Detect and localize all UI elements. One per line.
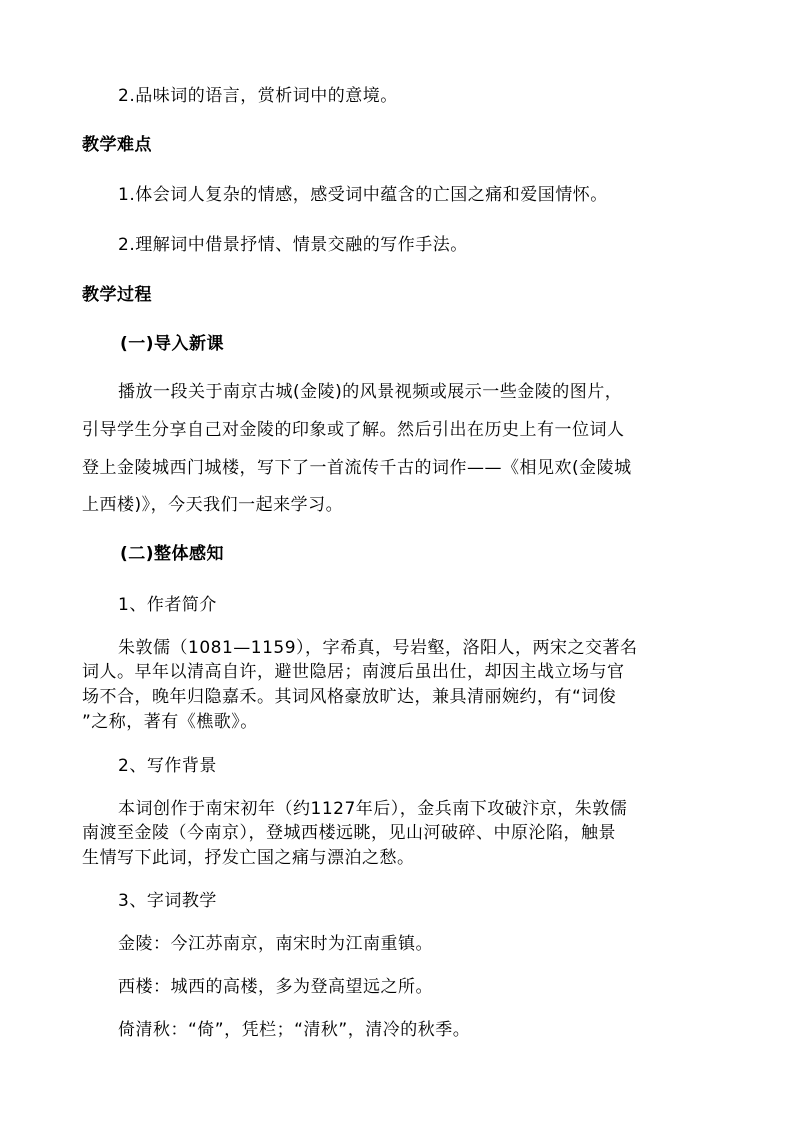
- author-line-4: ”之称，著有《樵歌》。: [82, 712, 258, 732]
- background-line-3: 生情写下此词，抒发亡国之痛与漂泊之愁。: [82, 848, 415, 868]
- vocab-item-3: 倚清秋：“倚”，凭栏；“清秋”，清冷的秋季。: [118, 1020, 471, 1040]
- difficulty-item-1: 1.体会词人复杂的情感，感受词中蕴含的亡国之痛和爱国情怀。: [118, 185, 608, 205]
- author-line-3: 场不合，晚年归隐嘉禾。其词风格豪放旷达，兼具清丽婉约，有“词俊: [82, 687, 617, 707]
- vocab-item-1: 金陵：今江苏南京，南宋时为江南重镇。: [118, 934, 433, 954]
- background-heading: 2、写作背景: [118, 756, 217, 776]
- intro-heading: (一)导入新课: [120, 334, 225, 354]
- author-heading: 1、作者简介: [118, 595, 217, 615]
- vocab-item-2: 西楼：城西的高楼，多为登高望远之所。: [118, 977, 433, 997]
- author-line-2: 词人。早年以清高自许，避世隐居；南渡后虽出仕，却因主战立场与官: [82, 662, 625, 682]
- objective-item-2: 2.品味词的语言，赏析词中的意境。: [118, 86, 398, 106]
- intro-line-3: 登上金陵城西门城楼，写下了一首流传千古的词作——《相见欢(金陵城: [82, 458, 632, 478]
- background-line-1: 本词创作于南宋初年（约1127年后），金兵南下攻破汴京，朱敦儒: [118, 799, 628, 819]
- process-heading: 教学过程: [82, 285, 152, 305]
- difficulty-heading: 教学难点: [82, 135, 152, 155]
- intro-line-1: 播放一段关于南京古城(金陵)的风景视频或展示一些金陵的图片，: [118, 382, 623, 402]
- overall-heading: (二)整体感知: [120, 544, 225, 564]
- author-line-1: 朱敦儒（1081—1159），字希真，号岩壑，洛阳人，两宋之交著名: [118, 638, 638, 658]
- vocab-heading: 3、字词教学: [118, 891, 217, 911]
- background-line-2: 南渡至金陵（今南京），登城西楼远眺，见山河破碎、中原沦陷，触景: [82, 823, 616, 843]
- difficulty-item-2: 2.理解词中借景抒情、情景交融的写作手法。: [118, 235, 468, 255]
- intro-line-2: 引导学生分享自己对金陵的印象或了解。然后引出在历史上有一位词人: [82, 420, 625, 440]
- intro-line-4: 上西楼)》，今天我们一起来学习。: [82, 495, 344, 515]
